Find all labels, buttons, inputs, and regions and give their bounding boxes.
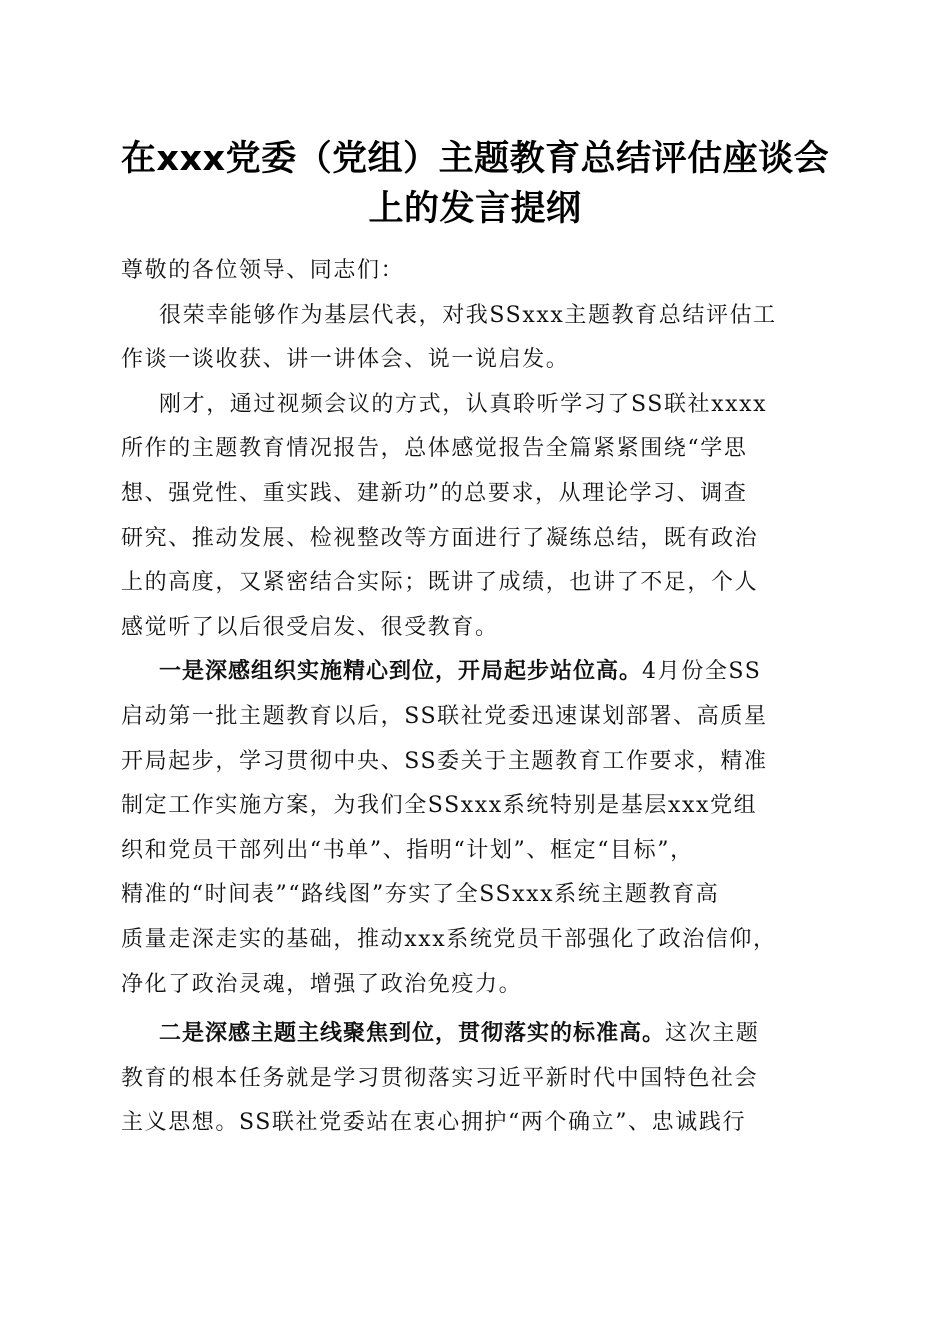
salutation: 尊敬的各位领导、同志们： xyxy=(121,258,405,283)
paragraph-line: 感觉听了以后很受启发、很受教育。 xyxy=(121,614,499,640)
paragraph-3 xyxy=(121,650,831,1007)
document-title xyxy=(100,134,850,234)
paragraph-line: 研究、推动发展、检视整改等方面进行了凝练总结，既有政治 xyxy=(121,525,759,551)
paragraph-line: 作谈一谈收获、讲一讲体会、说一说启发。 xyxy=(121,347,570,373)
paragraph-4 xyxy=(121,1012,831,1146)
paragraph-4-first-rest: 这次主题 xyxy=(665,1021,760,1047)
document-body xyxy=(121,249,831,1146)
paragraph-line: 开局起步，学习贯彻中央、SS委关于主题教育工作要求，精准 xyxy=(121,748,768,774)
paragraph-line xyxy=(121,650,831,695)
paragraph-line: 织和党员干部列出“书单”、指明“计划”、框定“目标”， xyxy=(121,837,694,863)
title-line-2: 上的发言提纲 xyxy=(368,189,582,229)
paragraph-line xyxy=(121,1012,831,1057)
paragraph-4-lead: 二是深感主题主线聚焦到位，贯彻落实的标准高。 xyxy=(159,1021,666,1047)
paragraph-line: 启动第一批主题教育以后，SS联社党委迅速谋划部署、高质星 xyxy=(121,703,768,729)
paragraph-2 xyxy=(121,383,831,651)
paragraph-line: 质量走深走实的基础，推动xxx系统党员干部强化了政治信仰， xyxy=(121,926,777,952)
paragraph-1 xyxy=(121,294,831,383)
paragraph-line: 上的高度，又紧密结合实际；既讲了成绩，也讲了不足，个人 xyxy=(121,570,759,596)
paragraph-line: 想、强党性、重实践、建新功”的总要求，从理论学习、调查 xyxy=(121,480,748,506)
paragraph-line: 精准的“时间表”“路线图”夯实了全SSxxx系统主题教育高 xyxy=(121,882,720,908)
paragraph-3-first-rest: 4月份全SS xyxy=(642,659,762,685)
paragraph-3-lead: 一是深感组织实施精心到位，开局起步站位高。 xyxy=(159,659,643,685)
paragraph-line: 教育的根本任务就是学习贯彻落实习近平新时代中国特色社会 xyxy=(121,1065,759,1091)
paragraph-line: 刚才，通过视频会议的方式，认真聆听学习了SS联社xxxx xyxy=(159,391,768,417)
paragraph-line: 主义思想。SS联社党委站在衷心拥护“两个确立”、忠诚践行 xyxy=(121,1110,747,1136)
title-line-1: 在xxx党委（党组）主题教育总结评估座谈会 xyxy=(120,139,830,179)
paragraph-line: 净化了政治灵魂，增强了政治免疫力。 xyxy=(121,971,523,997)
paragraph-line: 所作的主题教育情况报告，总体感觉报告全篇紧紧围绕“学思 xyxy=(121,436,748,462)
paragraph-line: 制定工作实施方案，为我们全SSxxx系统特别是基层xxx党组 xyxy=(121,793,758,819)
paragraph-line: 很荣幸能够作为基层代表，对我SSxxx主题教育总结评估工 xyxy=(159,302,777,328)
